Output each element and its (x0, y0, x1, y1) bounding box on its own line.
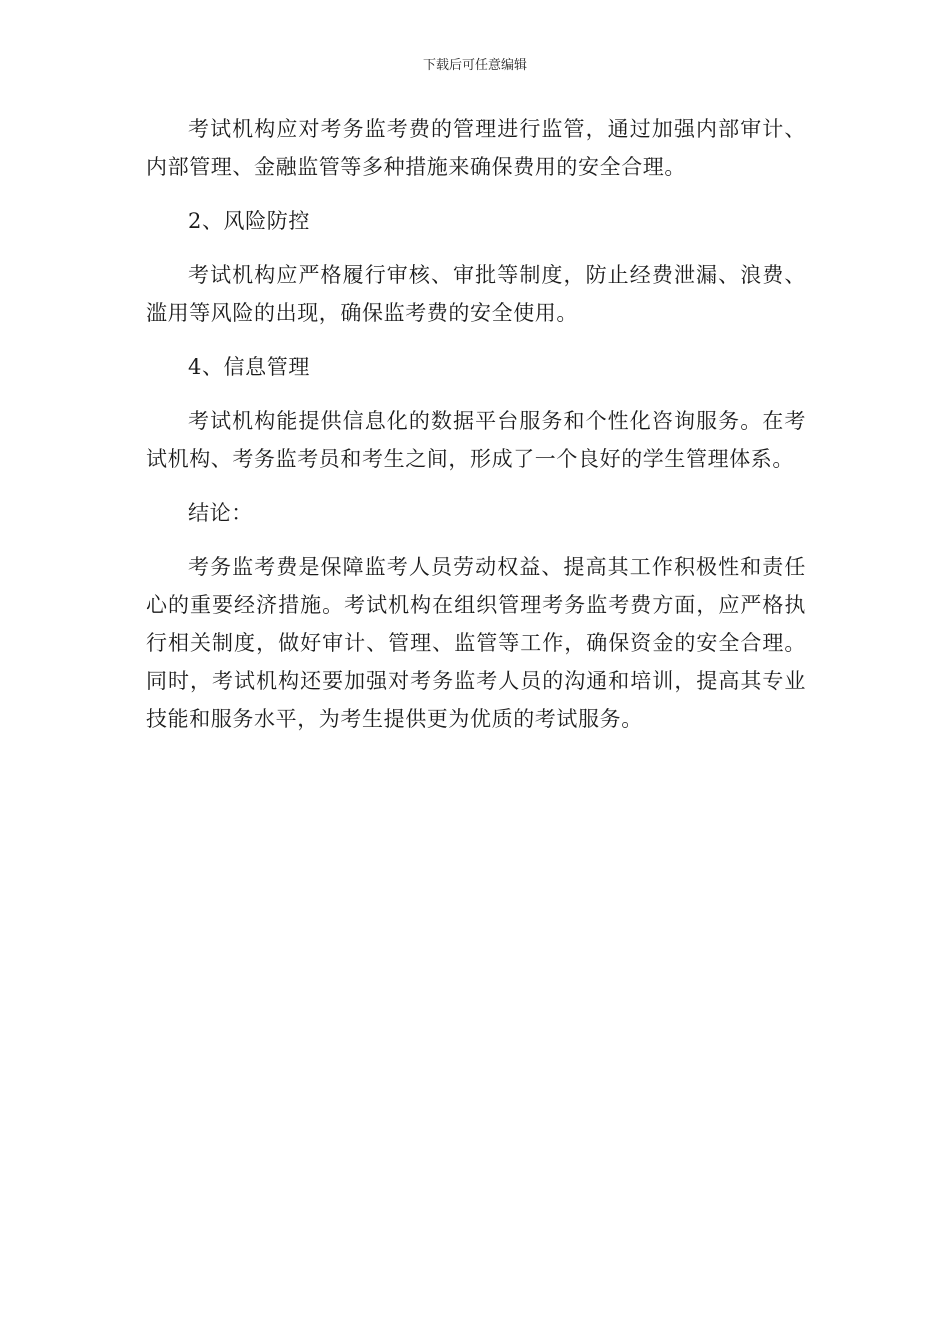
document-body (146, 110, 806, 754)
paragraph-info-management: 考试机构能提供信息化的数据平台服务和个性化咨询服务。在考试机构、考务监考员和考生之间，形成了一个良好的学生管理体系。 (146, 409, 806, 471)
paragraph-risk-control: 考试机构应严格履行审核、审批等制度，防止经费泄漏、浪费、滥用等风险的出现，确保监考费的安全使用。 (146, 263, 806, 325)
paragraph-conclusion: 考务监考费是保障监考人员劳动权益、提高其工作积极性和责任心的重要经济措施。考试机构在组织管理考务监考费方面，应严格执行相关制度，做好审计、管理、监管等工作，确保资金的安全合理。同时，考试机构还要加强对考务监考人员的沟通和培训，提高其专业技能和服务水平，为考生提供更为优质的考试服务。 (146, 555, 806, 731)
section-heading-conclusion: 结论： (188, 501, 253, 525)
section-heading-info-management: 4、信息管理 (188, 355, 310, 379)
section-heading-risk-control: 2、风险防控 (188, 209, 310, 233)
paragraph-supervision: 考试机构应对考务监考费的管理进行监管，通过加强内部审计、内部管理、金融监管等多种措施来确保费用的安全合理。 (146, 117, 806, 179)
page-header-note: 下载后可任意编辑 (422, 58, 527, 73)
